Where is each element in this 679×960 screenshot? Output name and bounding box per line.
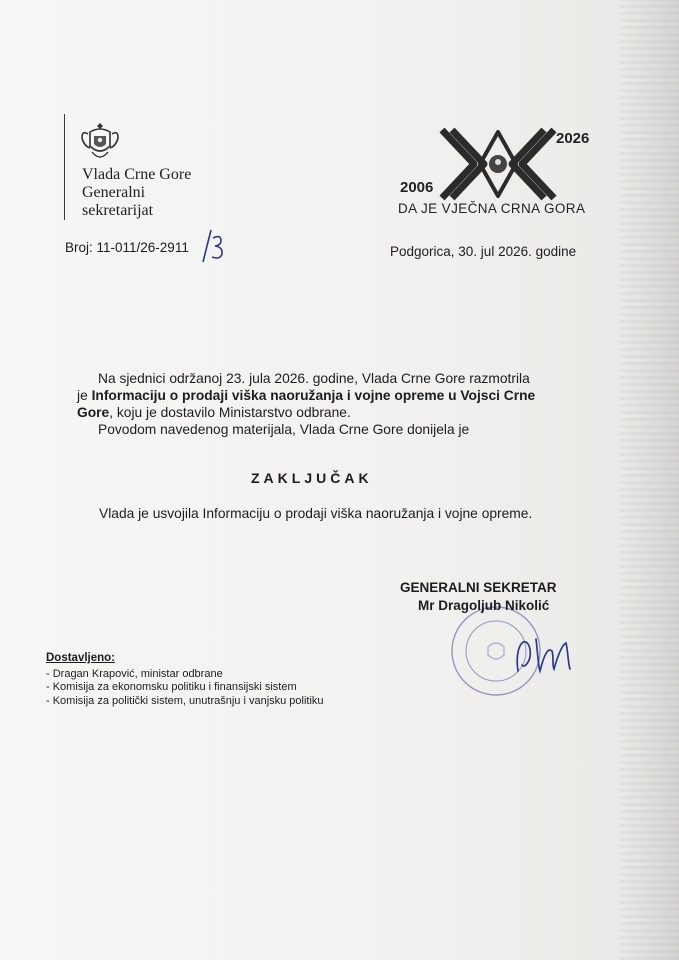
- signatory-name: Mr Dragoljub Nikolić: [418, 598, 550, 613]
- distribution-item: - Komisija za ekonomsku politiku i finansijski sistem: [46, 681, 297, 693]
- body-line-3: [77, 404, 597, 421]
- government-name: [82, 166, 191, 220]
- logo-tagline: DA JE VJEČNA CRNA GORA: [398, 201, 586, 216]
- body-line-4: Povodom navedenog materijala, Vlada Crne Gore donijela je: [98, 422, 470, 437]
- gov-line-2: Generalni: [82, 184, 146, 201]
- body-line-2-prefix: je: [77, 388, 92, 403]
- logo-year-2026: 2026: [556, 130, 590, 147]
- body-line-3-bold: Gore: [77, 405, 110, 420]
- distribution-item: - Komisija za politički sistem, unutrašnju i vanjsku politiku: [46, 694, 324, 707]
- gov-line-1: Vlada Crne Gore: [82, 166, 192, 183]
- handwritten-signature-icon: [508, 625, 584, 681]
- distribution-list: [46, 652, 324, 708]
- distribution-title: Dostavljeno:: [46, 652, 116, 664]
- body-line-2-bold: Informaciju o prodaji viška naoružanja i vojne opreme u Vojsci Crne: [91, 388, 536, 403]
- header-divider: [64, 114, 65, 220]
- gov-line-3: sekretarijat: [82, 202, 154, 219]
- reference-number: Broj: 11-011/26-2911: [65, 240, 189, 255]
- document-body: [77, 370, 597, 438]
- decision-text: Vlada je usvojila Informaciju o prodaji viška naoružanja i vojne opreme.: [99, 506, 533, 521]
- signatory-title: GENERALNI SEKRETAR: [400, 580, 557, 595]
- body-line-1: Na sjednici održanoj 23. jula 2026. godine, Vlada Crne Gore razmotrila: [98, 371, 530, 386]
- conclusion-heading: ZAKLJUČAK: [251, 470, 373, 486]
- logo-year-2006: 2006: [400, 179, 434, 196]
- document-date: Podgorica, 30. jul 2026. godine: [390, 244, 577, 259]
- body-line-2: [77, 387, 597, 404]
- body-line-3-suffix: , koju je dostavilo Ministarstvo odbrane.: [109, 405, 351, 420]
- handwritten-reference-suffix-icon: [201, 228, 225, 264]
- coat-of-arms-icon: [80, 120, 120, 164]
- scan-edge-shadow: [619, 0, 679, 960]
- distribution-item: - Dragan Krapović, ministar odbrane: [46, 667, 223, 680]
